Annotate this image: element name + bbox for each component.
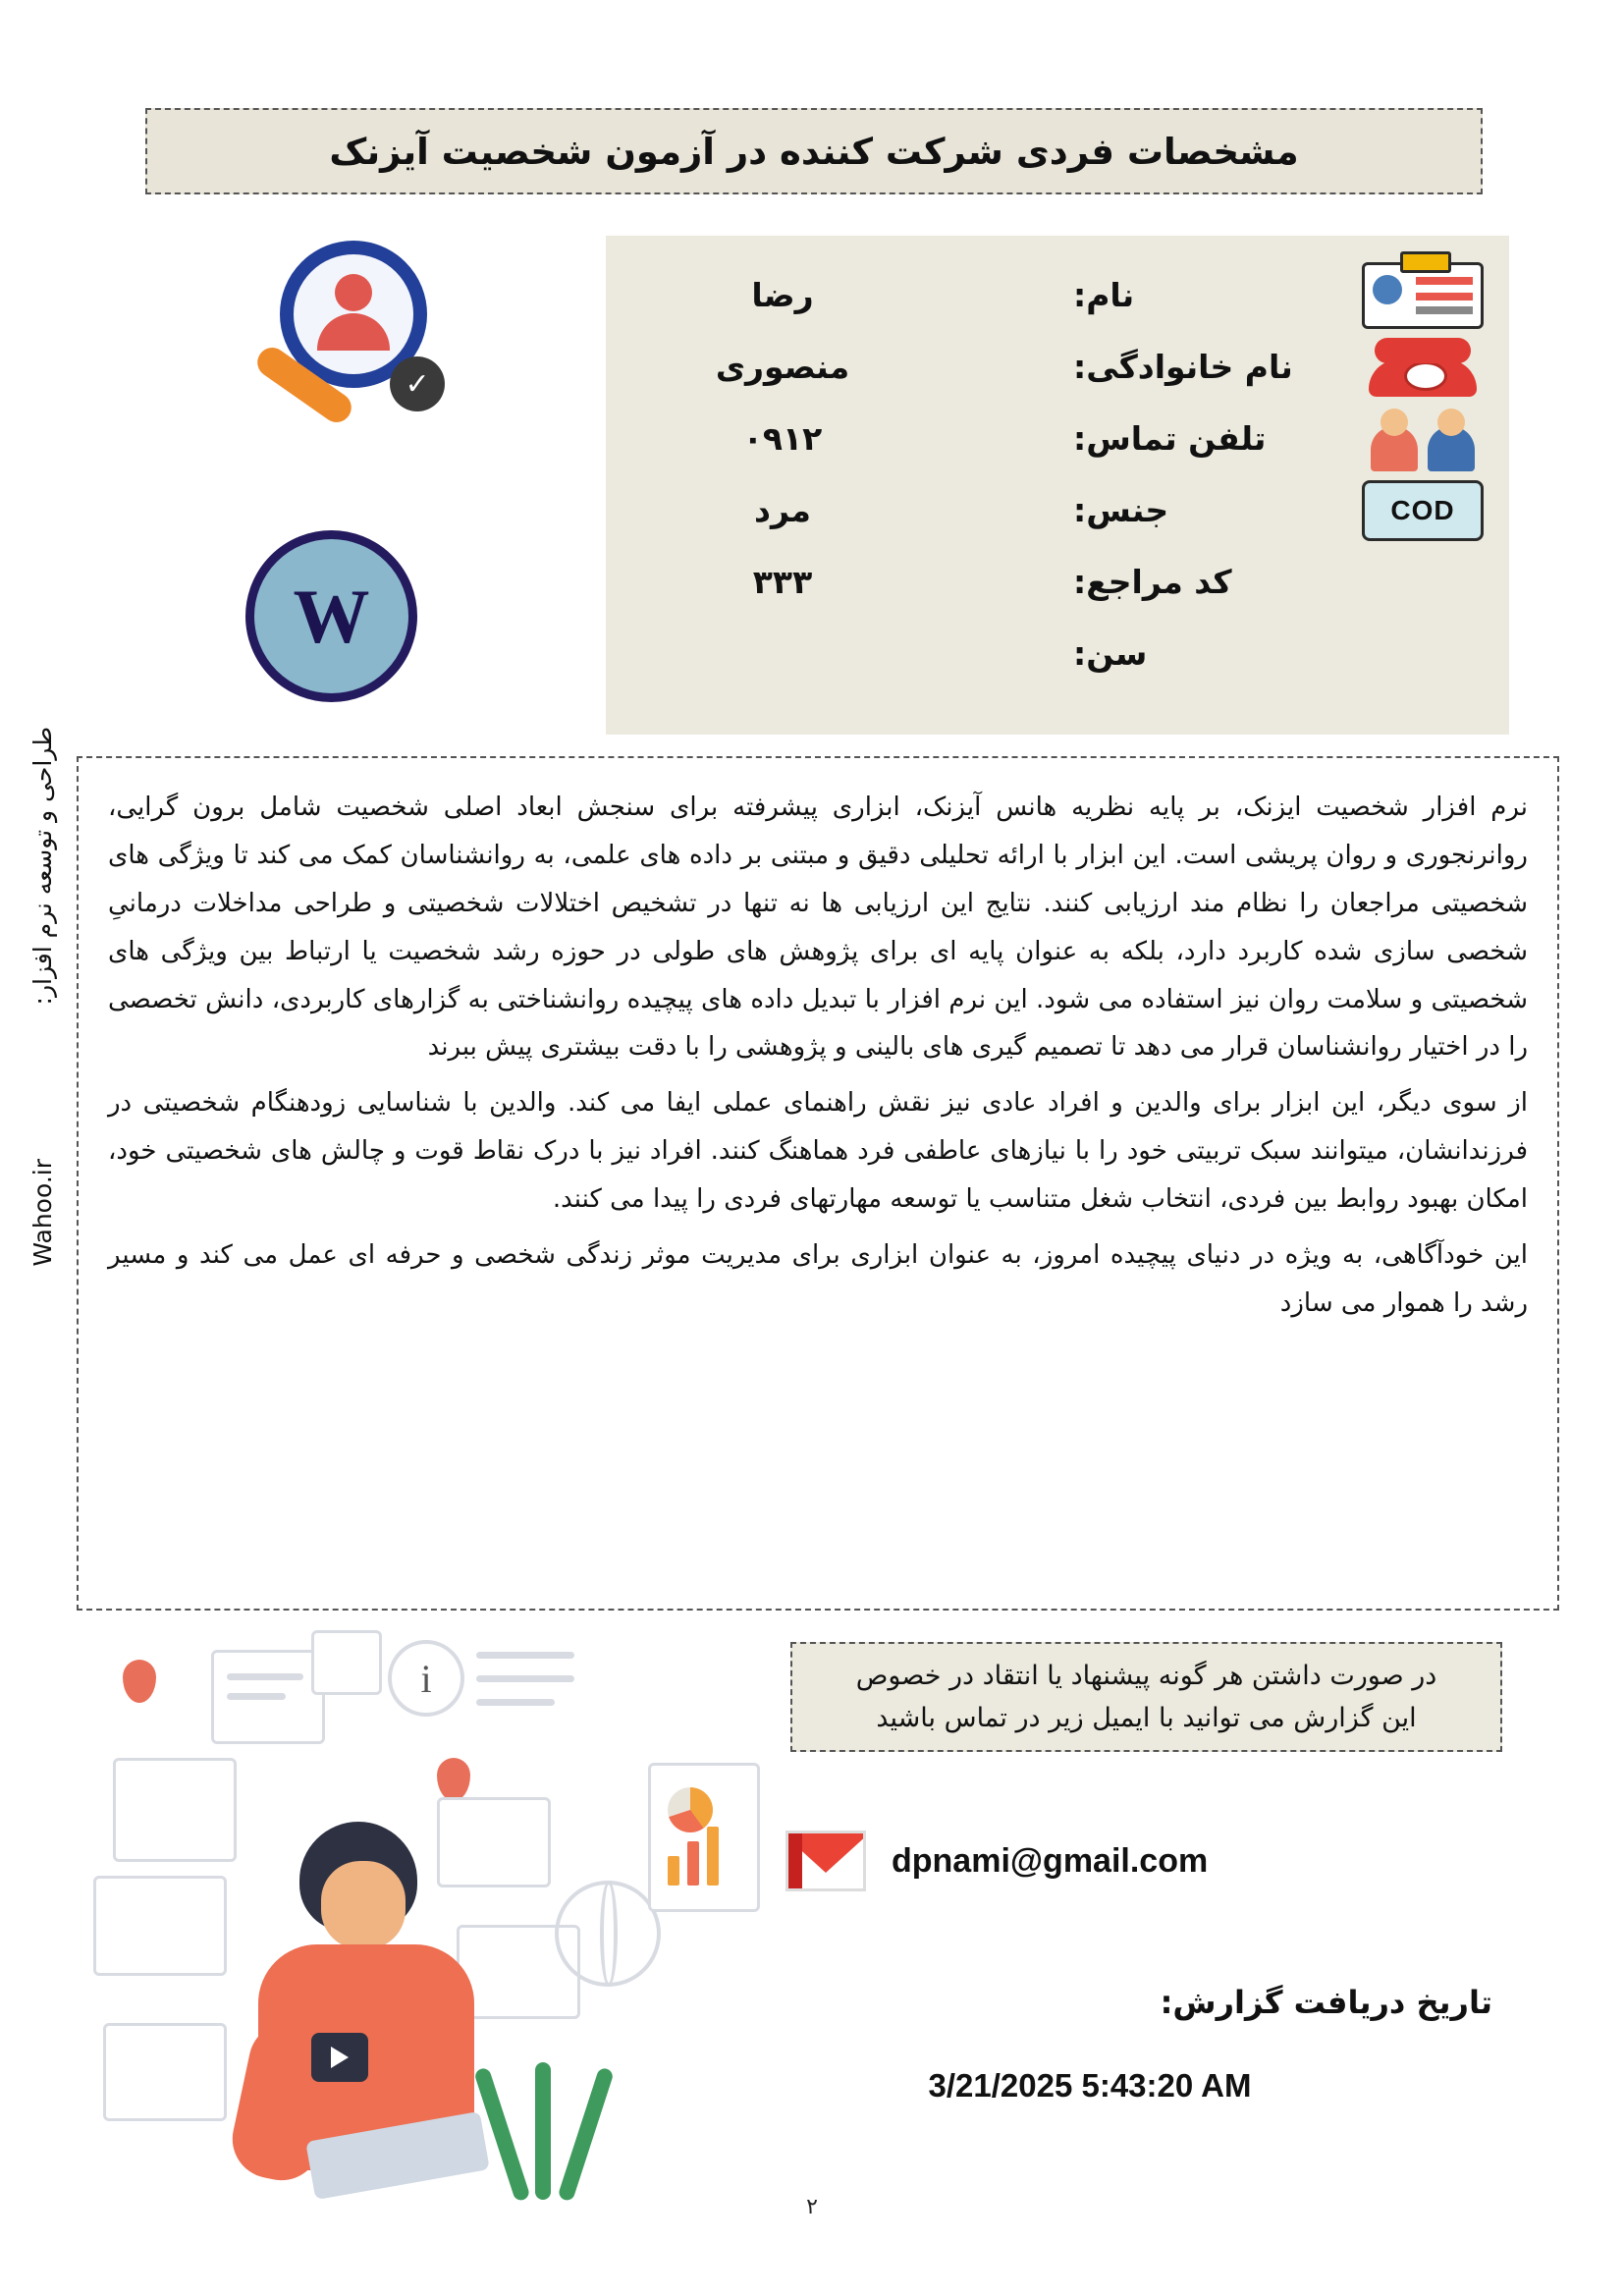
gender-icon <box>1354 407 1491 471</box>
bar-chart-bar <box>668 1856 679 1886</box>
pie-chart-icon <box>668 1787 713 1832</box>
page-number: ۲ <box>806 2195 818 2219</box>
id-card-icon <box>1354 262 1491 329</box>
play-button-icon <box>311 2033 368 2082</box>
profile-row-family <box>623 331 1491 403</box>
globe-icon <box>555 1881 661 1987</box>
page-title <box>145 108 1483 194</box>
vertical-site-strip <box>20 1159 65 1728</box>
person-face-shape <box>321 1861 406 1949</box>
gmail-icon <box>785 1831 866 1891</box>
profile-row-code <box>623 546 1491 618</box>
profile-row-age <box>623 618 1491 689</box>
bar-chart-bar <box>687 1841 699 1886</box>
magnifier-illustration <box>241 241 486 457</box>
bar-chart-bar <box>707 1827 719 1886</box>
contact-note-line1: در صورت داشتن هر گونه پیشنهاد یا انتقاد در خصوص <box>855 1660 1437 1691</box>
placeholder-line <box>227 1693 286 1700</box>
profile-label-phone: تلفن تماس: <box>1073 419 1267 458</box>
contact-email-text[interactable]: dpnami@gmail.com <box>892 1841 1209 1880</box>
phone-icon <box>1354 336 1491 399</box>
placeholder-line <box>227 1673 303 1680</box>
brand-logo-letter: W <box>293 573 370 659</box>
map-pin-icon <box>123 1660 156 1703</box>
profile-value-family: منصوری <box>715 348 850 386</box>
text-card <box>437 1797 551 1887</box>
profile-label-code: کد مراجع: <box>1073 563 1232 601</box>
profile-row-phone <box>623 403 1491 474</box>
check-circle-icon: ✓ <box>390 356 445 411</box>
profile-label-name: نام: <box>1073 276 1135 314</box>
profile-label-family: نام خانوادگی: <box>1073 348 1293 386</box>
image-card <box>113 1758 237 1862</box>
description-paragraph: از سوی دیگر، این ابزار برای والدین و افراد عادی نیز نقش راهنمای عملی ایفا می کند. والدین با شناسایی زودهنگام شخصیتی در فرزندانشان، میتوانند سبک تربیتی خود را با نیازهای عاطفی فرد هماهنگ کنند. افراد نیز با درک نقاط قوت و چالش های شخصیتی خود، امکان بهبود روابط بین فردی، انتخاب شغل متناسب یا توسعه مهارتهای فردی را پیدا می کنند. <box>108 1088 1528 1214</box>
profile-value-name: رضا <box>751 276 814 314</box>
description-paragraph: نرم افزار شخصیت ایزنک، بر پایه نظریه هانس آیزنک، ابزاری پیشرفته برای سنجش ابعاد اصلی شخصیت شامل برون گرایی، روانرنجوری و روان پریشی است. این ابزار با ارائه تحلیلی دقیق و مبتنی بر داده های علمی، به روانشناسان کمک می کند تا ویژگی های شخصیتی مراجعان را نظام مند ارزیابی کنند. نتایج این ارزیابی ها نه تنها در تشخیص اختلالات شخصیتی و طراحی مداخلات درمانیِ شخصی سازی شده کاربرد دارد، بلکه به عنوان پایه ای برای پژوهش های طولی در حوزه رشد شخصیت یا ارتباط بین ویژگی های شخصیتی و سلامت روان نیز استفاده می شود. این نرم افزار با تبدیل داده های پیچیده روانشناختی به گزارهای کاربردی، دانش تخصصی را در اختیار روانشناسان قرار می دهد تا تصمیم گیری های بالینی و پژوهشی را با دقت بیشتری پیش ببرند <box>108 793 1528 1063</box>
profile-label-age: سن: <box>1073 634 1148 673</box>
description-box <box>77 756 1559 1611</box>
brand-logo <box>245 530 417 702</box>
report-date-label: تاریخ دریافت گزارش: <box>1160 1984 1492 2021</box>
description-paragraph: این خودآگاهی، به ویژه در دنیای پیچیده امروز، به عنوان ابزاری برای مدیریت موثر زندگی شخصی و حرفه ای عمل می کند و مسیر رشد را هموار می سازد <box>108 1239 1528 1318</box>
placeholder-line <box>476 1699 555 1706</box>
cod-badge-icon <box>1354 480 1491 541</box>
profile-row-gender <box>623 474 1491 546</box>
profile-info-panel <box>606 236 1509 735</box>
contact-note-line2: این گزارش می توانید با ایمیل زیر در تماس باشید <box>876 1703 1417 1733</box>
vertical-site-text: Wahoo.ir <box>27 1159 57 1267</box>
plant-decoration <box>496 2052 614 2200</box>
avatar-card <box>311 1630 382 1695</box>
profile-value-code: ۳۳۳ <box>752 563 813 601</box>
contact-note-box <box>790 1642 1502 1752</box>
contact-email-row[interactable] <box>785 1827 1355 1895</box>
info-icon: i <box>388 1640 464 1717</box>
document-card <box>103 2023 227 2121</box>
browser-card <box>93 1876 227 1976</box>
profile-value-phone: ۰۹۱۲ <box>742 419 823 458</box>
report-date-value: 3/21/2025 5:43:20 AM <box>928 2067 1252 2104</box>
page-title-text: مشخصات فردی شرکت کننده در آزمون شخصیت آیزنک <box>329 130 1299 173</box>
vertical-credit-text: طراحی و توسعه نرم افزار: <box>27 727 57 1006</box>
profile-row-name <box>623 259 1491 331</box>
placeholder-line <box>476 1675 574 1682</box>
profile-label-gender: جنس: <box>1073 491 1169 529</box>
map-pin-icon <box>437 1758 470 1801</box>
placeholder-line <box>476 1652 574 1659</box>
chart-card <box>648 1763 760 1912</box>
workspace-illustration <box>93 1630 722 2210</box>
cod-badge-text: COD <box>1362 480 1484 541</box>
person-head-shape <box>335 274 372 311</box>
profile-value-gender: مرد <box>754 491 811 529</box>
